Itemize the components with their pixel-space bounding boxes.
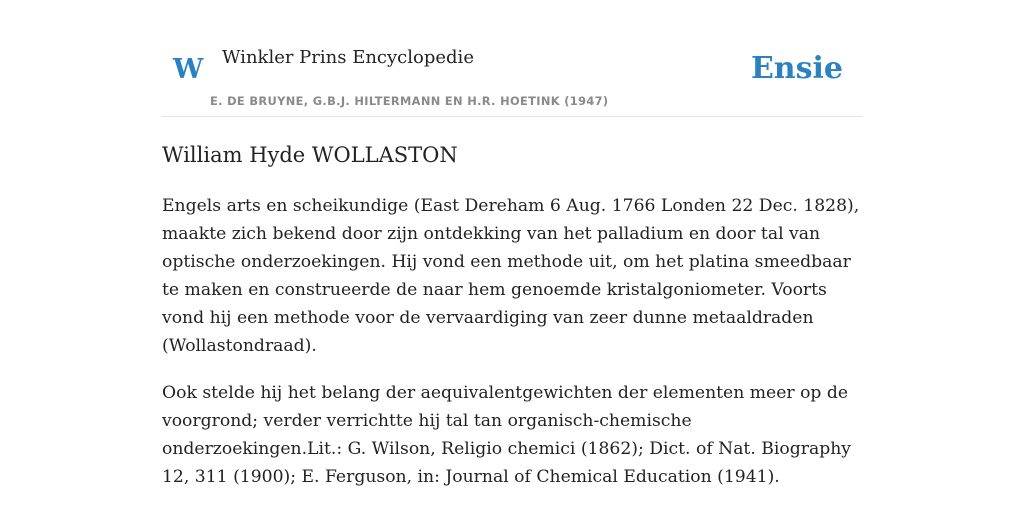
article — [162, 138, 862, 510]
winkler-prins-logo[interactable]: W — [173, 54, 204, 85]
article-paragraph: Engels arts en scheikundige (East Dereham 6 Aug. 1766 Londen 22 Dec. 1828), maakte zich bekend door zijn ontdekking van het palladium en door tal van optische onderzoekingen. Hij vond een methode uit, om het platina smeedbaar te maken en construeerde de naar hem genoemde kristalgoniometer. Voorts vond hij een methode voor de vervaardiging van zeer dunne metaaldraden (Wollastondraad). — [162, 196, 860, 356]
ensie-logo[interactable]: Ensie — [750, 51, 843, 86]
encyclopedia-header — [162, 0, 862, 117]
article-paragraph: Ook stelde hij het belang der aequivalentgewichten der elementen meer op de voorgrond; verder verrichtte hij tal tan organisch-chemische onderzoekingen.Lit.: G. Wilson, Religio chemici (1862); Dict. of Nat. Biography 12, 311 (1900); E. Ferguson, in: Journal of Chemical Education (1941). — [162, 383, 851, 487]
source-authors: E. DE BRUYNE, G.B.J. HILTERMANN EN H.R. HOETINK (1947) — [210, 94, 609, 108]
source-title[interactable]: Winkler Prins Encyclopedie — [222, 47, 474, 68]
article-title: William Hyde WOLLASTON — [162, 143, 458, 167]
article-body — [162, 192, 862, 491]
